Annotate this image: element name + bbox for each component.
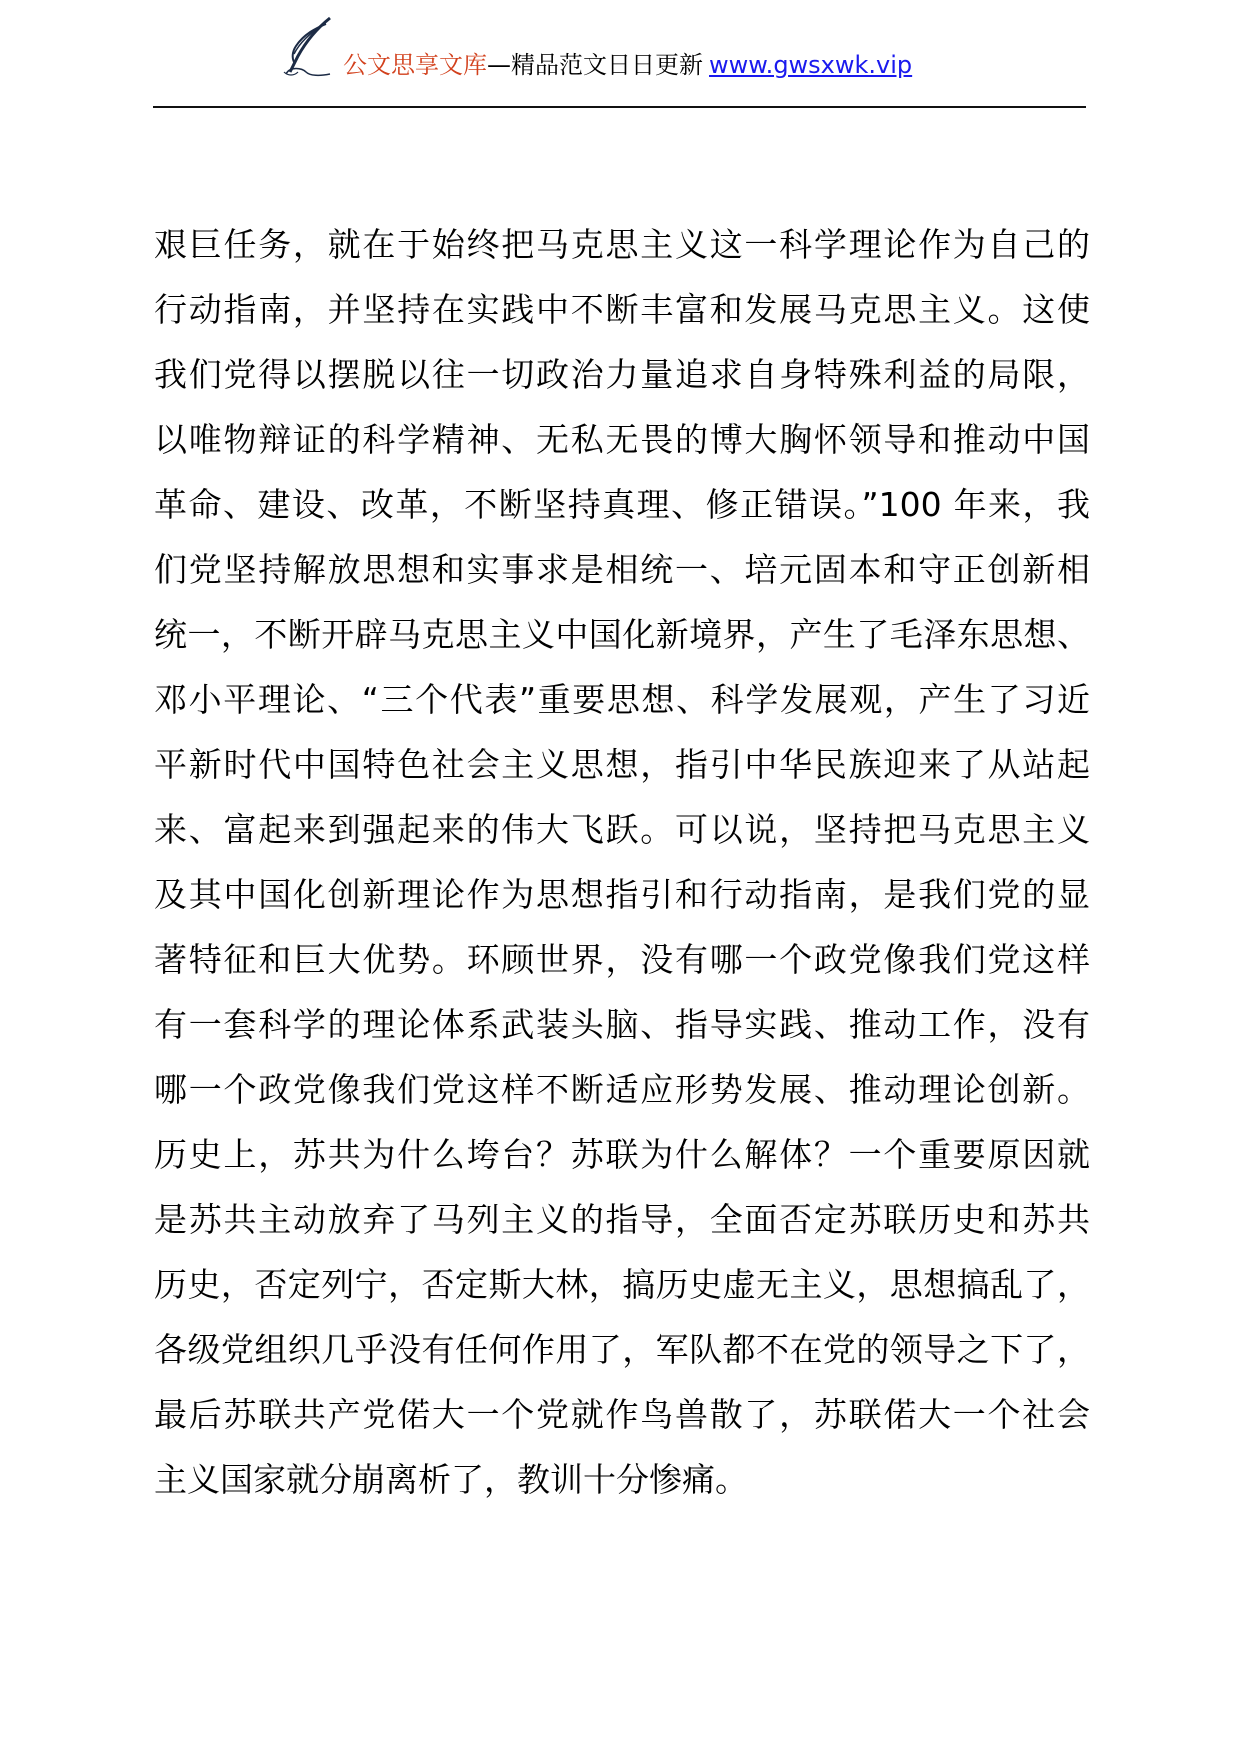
- text-line: 及其中国化创新理论作为思想指引和行动指南，是我们党的显: [154, 875, 1090, 914]
- header-text: [343, 50, 912, 80]
- page-header: [0, 0, 1240, 108]
- body-paragraph: [154, 212, 1090, 1512]
- brand-name: 公文思享文库: [343, 51, 487, 79]
- text-line: 著特征和巨大优势。环顾世界，没有哪一个政党像我们党这样: [154, 940, 1090, 979]
- text-line: 历史，否定列宁，否定斯大林，搞历史虚无主义，思想搞乱了，: [154, 1265, 1090, 1304]
- text-line: 最后苏联共产党偌大一个党就作鸟兽散了，苏联偌大一个社会: [154, 1395, 1090, 1434]
- text-line: 是苏共主动放弃了马列主义的指导，全面否定苏联历史和苏共: [154, 1200, 1090, 1239]
- text-line: 们党坚持解放思想和实事求是相统一、培元固本和守正创新相: [154, 550, 1090, 589]
- text-line: 平新时代中国特色社会主义思想，指引中华民族迎来了从站起: [154, 745, 1090, 784]
- header-divider: [153, 106, 1086, 108]
- text-line: 各级党组织几乎没有任何作用了，军队都不在党的领导之下了，: [154, 1330, 1090, 1369]
- text-line: 哪一个政党像我们党这样不断适应形势发展、推动理论创新。: [154, 1070, 1090, 1109]
- text-line: 历史上，苏共为什么垮台？苏联为什么解体？一个重要原因就: [154, 1135, 1090, 1174]
- quill-pen-logo-icon: [280, 16, 336, 78]
- text-line: 来、富起来到强起来的伟大飞跃。可以说，坚持把马克思主义: [154, 810, 1090, 849]
- text-line: 邓小平理论、“三个代表”重要思想、科学发展观，产生了习近: [154, 680, 1090, 719]
- text-line: 以唯物辩证的科学精神、无私无畏的博大胸怀领导和推动中国: [154, 420, 1090, 459]
- text-line: 行动指南，并坚持在实践中不断丰富和发展马克思主义。这使: [154, 290, 1090, 329]
- text-line: 我们党得以摆脱以往一切政治力量追求自身特殊利益的局限，: [154, 355, 1090, 394]
- site-link[interactable]: www.gwsxwk.vip: [709, 51, 913, 79]
- text-line: 有一套科学的理论体系武装头脑、指导实践、推动工作，没有: [154, 1005, 1090, 1044]
- text-line: 统一，不断开辟马克思主义中国化新境界，产生了毛泽东思想、: [154, 615, 1090, 654]
- slogan: —精品范文日日更新: [487, 51, 703, 79]
- text-line: 主义国家就分崩离析了，教训十分惨痛。: [154, 1460, 748, 1499]
- text-line: 革命、建设、改革，不断坚持真理、修正错误。”100 年来，我: [154, 485, 1090, 524]
- text-line: 艰巨任务，就在于始终把马克思主义这一科学理论作为自己的: [154, 225, 1090, 264]
